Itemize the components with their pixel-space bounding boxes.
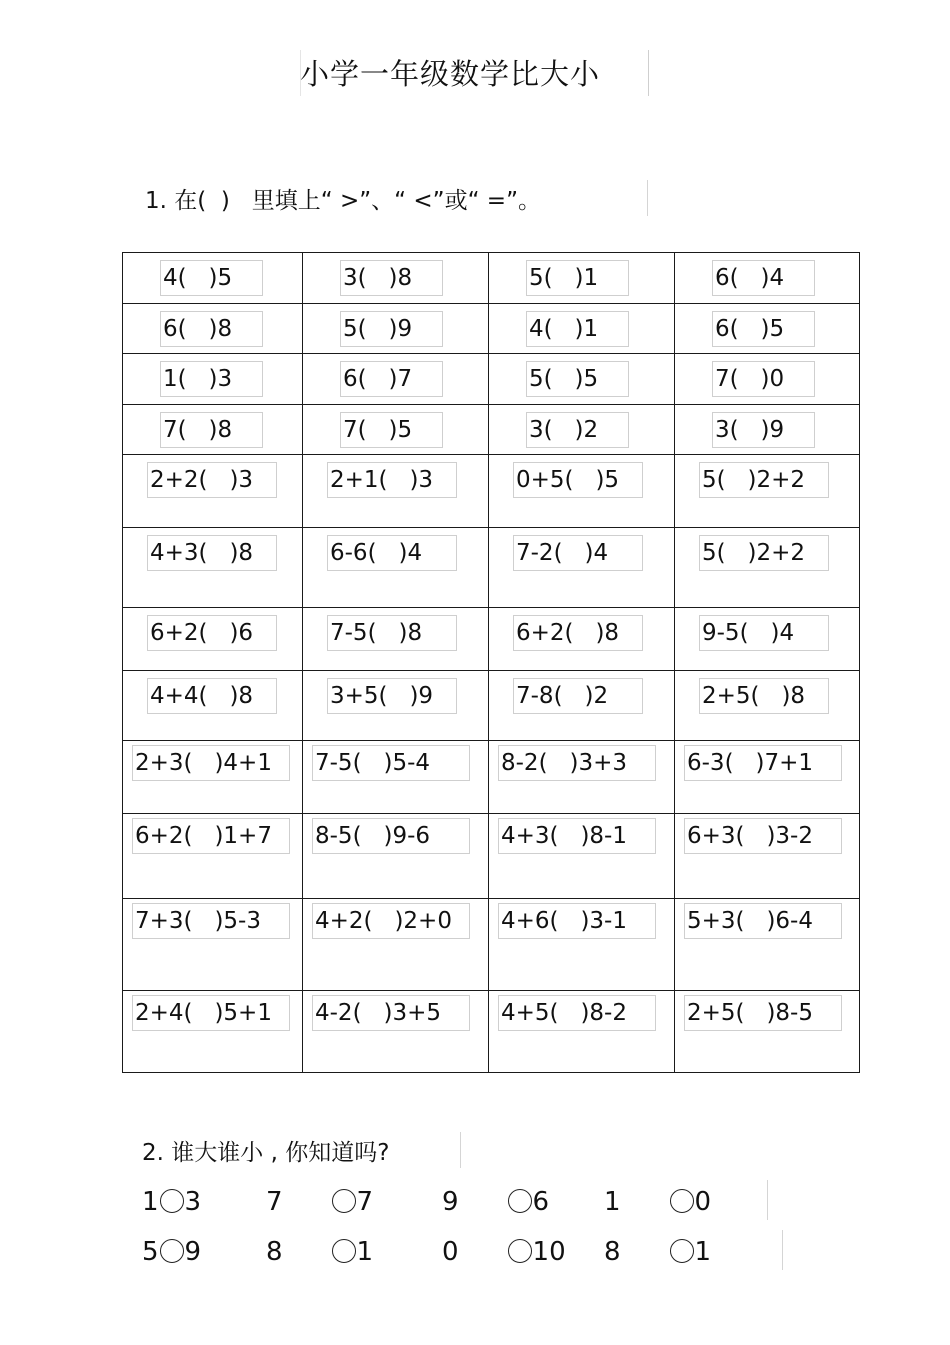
right-number: 0 xyxy=(694,1187,712,1217)
comparison-problem[interactable]: 6( )8 xyxy=(160,311,263,347)
comparison-problem[interactable]: 6+2( )6 xyxy=(147,615,277,651)
section2-title-rule xyxy=(460,1132,461,1168)
table-column-rule xyxy=(859,252,860,1073)
comparison-problem[interactable]: 7-2( )4 xyxy=(513,535,643,571)
comparison-problem[interactable]: 1( )3 xyxy=(160,361,263,397)
table-row-rule xyxy=(122,813,860,814)
section2-title: 2. 谁大谁小 , 你知道吗? xyxy=(142,1140,390,1166)
compare-item xyxy=(142,1234,201,1270)
answer-circle[interactable] xyxy=(670,1189,694,1213)
compare-item xyxy=(266,1184,373,1220)
comparison-problem[interactable]: 6+2( )1+7 xyxy=(132,818,290,854)
comparison-problem[interactable]: 4-2( )3+5 xyxy=(312,995,470,1031)
comparison-problem[interactable]: 6+2( )8 xyxy=(513,615,643,651)
compare-item xyxy=(442,1234,566,1270)
comparison-problem[interactable]: 7-5( )8 xyxy=(327,615,457,651)
comparison-problem[interactable]: 4+6( )3-1 xyxy=(498,903,656,939)
comparison-problem[interactable]: 5( )1 xyxy=(526,260,629,296)
compare-item xyxy=(142,1184,201,1220)
table-row-rule xyxy=(122,670,860,671)
table-row-rule xyxy=(122,898,860,899)
comparison-problem[interactable]: 5( )2+2 xyxy=(699,535,829,571)
right-number: 6 xyxy=(532,1187,550,1217)
answer-circle[interactable] xyxy=(508,1189,532,1213)
table-row-rule xyxy=(122,303,860,304)
left-number: 7 xyxy=(266,1187,283,1217)
left-number: 8 xyxy=(604,1237,621,1267)
table-row-rule xyxy=(122,1072,860,1073)
comparison-problem[interactable]: 4+4( )8 xyxy=(147,678,277,714)
compare-item xyxy=(442,1184,549,1220)
comparison-problem[interactable]: 5( )2+2 xyxy=(699,462,829,498)
page-title: 小学一年级数学比大小 xyxy=(300,57,601,91)
comparison-problem[interactable]: 6( )4 xyxy=(712,260,815,296)
comparison-problem[interactable]: 7( )8 xyxy=(160,412,263,448)
comparison-problem[interactable]: 6+3( )3-2 xyxy=(684,818,842,854)
table-column-rule xyxy=(674,252,675,1073)
table-row-rule xyxy=(122,990,860,991)
comparison-problem[interactable]: 8-2( )3+3 xyxy=(498,745,656,781)
compare-row-2 xyxy=(142,1234,782,1270)
comparison-problem[interactable]: 2+3( )4+1 xyxy=(132,745,290,781)
title-right-rule xyxy=(648,50,649,96)
comparison-problem[interactable]: 3( )9 xyxy=(712,412,815,448)
table-row-rule xyxy=(122,607,860,608)
comparison-problem[interactable]: 7( )0 xyxy=(712,361,815,397)
left-number: 5 xyxy=(142,1237,159,1267)
comparison-problem[interactable]: 6-3( )7+1 xyxy=(684,745,842,781)
comparison-problem[interactable]: 4+3( )8 xyxy=(147,535,277,571)
answer-circle[interactable] xyxy=(160,1239,184,1263)
comparison-problem[interactable]: 2+2( )3 xyxy=(147,462,277,498)
comparison-problem[interactable]: 4( )5 xyxy=(160,260,263,296)
table-column-rule xyxy=(488,252,489,1073)
comparison-problem[interactable]: 9-5( )4 xyxy=(699,615,829,651)
answer-circle[interactable] xyxy=(332,1189,356,1213)
comparison-problem[interactable]: 6( )7 xyxy=(340,361,443,397)
comparison-problem[interactable]: 5( )9 xyxy=(340,311,443,347)
right-number: 10 xyxy=(532,1237,566,1267)
table-row-rule xyxy=(122,527,860,528)
comparison-problem[interactable]: 4+5( )8-2 xyxy=(498,995,656,1031)
comparison-problem[interactable]: 7-5( )5-4 xyxy=(312,745,470,781)
comparison-problem[interactable]: 6-6( )4 xyxy=(327,535,457,571)
comparison-problem[interactable]: 4+2( )2+0 xyxy=(312,903,470,939)
compare-row-1 xyxy=(142,1184,782,1220)
answer-circle[interactable] xyxy=(160,1189,184,1213)
comparison-problem[interactable]: 2+4( )5+1 xyxy=(132,995,290,1031)
comparison-problem[interactable]: 2+5( )8-5 xyxy=(684,995,842,1031)
compare-row-rule xyxy=(767,1180,768,1220)
left-number: 1 xyxy=(604,1187,621,1217)
comparison-problem[interactable]: 7( )5 xyxy=(340,412,443,448)
answer-circle[interactable] xyxy=(508,1239,532,1263)
comparison-problem[interactable]: 4( )1 xyxy=(526,311,629,347)
comparison-problem[interactable]: 8-5( )9-6 xyxy=(312,818,470,854)
right-number: 1 xyxy=(356,1237,374,1267)
right-number: 1 xyxy=(694,1237,712,1267)
comparison-problem[interactable]: 0+5( )5 xyxy=(513,462,643,498)
table-row-rule xyxy=(122,404,860,405)
table-column-rule xyxy=(302,252,303,1073)
comparison-problem[interactable]: 3+5( )9 xyxy=(327,678,457,714)
comparison-problem[interactable]: 5( )5 xyxy=(526,361,629,397)
table-row-rule xyxy=(122,740,860,741)
comparison-problem[interactable]: 7+3( )5-3 xyxy=(132,903,290,939)
comparison-problem[interactable]: 3( )2 xyxy=(526,412,629,448)
left-number: 8 xyxy=(266,1237,283,1267)
compare-item xyxy=(604,1184,711,1220)
left-number: 0 xyxy=(442,1237,459,1267)
comparison-problem[interactable]: 5+3( )6-4 xyxy=(684,903,842,939)
right-number: 3 xyxy=(184,1187,202,1217)
section1-instruction: 1. 在( ) 里填上“ >”、“ <”或“ =”。 xyxy=(145,188,541,214)
comparison-problem[interactable]: 2+5( )8 xyxy=(699,678,829,714)
answer-circle[interactable] xyxy=(332,1239,356,1263)
instruction-rule xyxy=(647,180,648,216)
comparison-problem[interactable]: 6( )5 xyxy=(712,311,815,347)
comparison-table xyxy=(122,252,859,1072)
table-row-rule xyxy=(122,353,860,354)
left-number: 1 xyxy=(142,1187,159,1217)
compare-item xyxy=(604,1234,711,1270)
left-number: 9 xyxy=(442,1187,459,1217)
table-row-rule xyxy=(122,454,860,455)
table-column-rule xyxy=(122,252,123,1073)
answer-circle[interactable] xyxy=(670,1239,694,1263)
comparison-problem[interactable]: 7-8( )2 xyxy=(513,678,643,714)
comparison-problem[interactable]: 4+3( )8-1 xyxy=(498,818,656,854)
table-row-rule xyxy=(122,252,860,253)
right-number: 9 xyxy=(184,1237,202,1267)
comparison-problem[interactable]: 2+1( )3 xyxy=(327,462,457,498)
comparison-problem[interactable]: 3( )8 xyxy=(340,260,443,296)
right-number: 7 xyxy=(356,1187,374,1217)
compare-item xyxy=(266,1234,373,1270)
compare-row-rule xyxy=(782,1230,783,1270)
